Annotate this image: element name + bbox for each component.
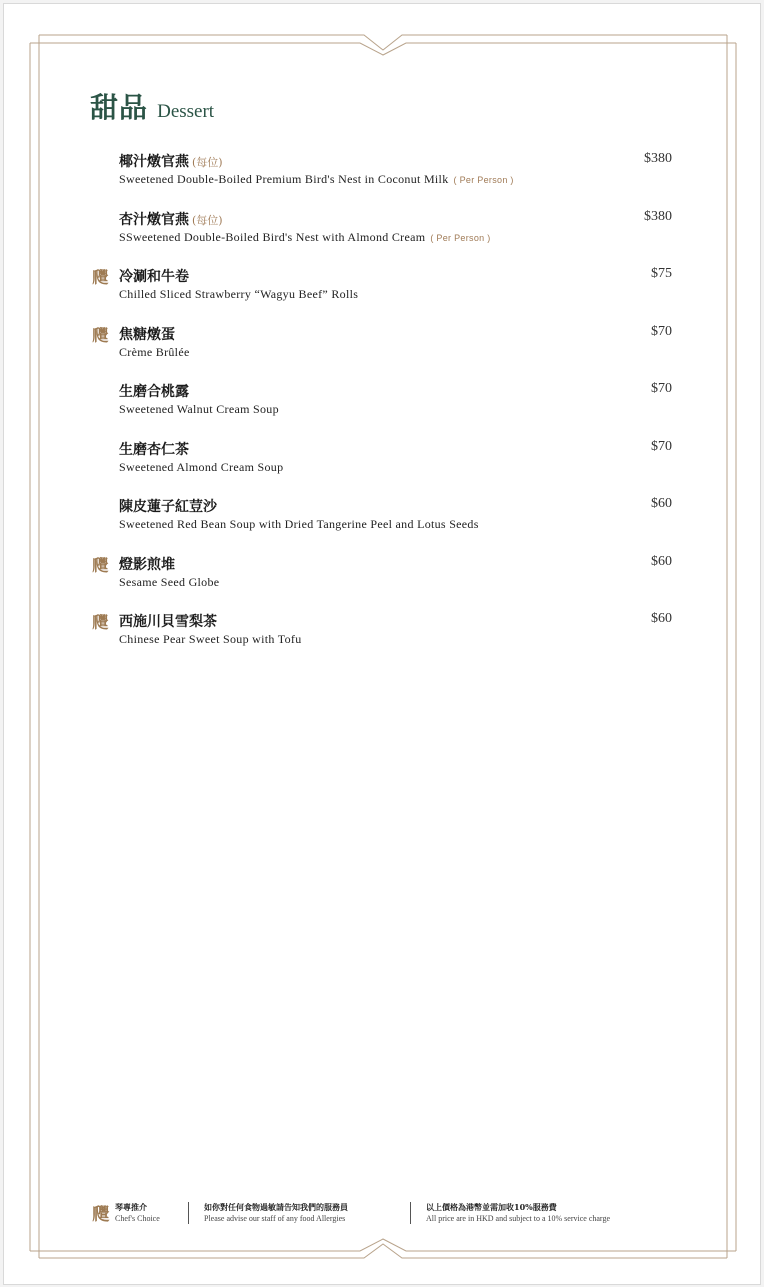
item-name-english <box>119 517 479 532</box>
item-note-english: ( Per Person ) <box>453 175 514 185</box>
item-price: $75 <box>651 266 672 281</box>
item-name-chinese <box>119 381 189 401</box>
menu-item <box>90 324 680 368</box>
footer-price-note <box>426 1202 610 1224</box>
footer-chef-zh: 琴專推介 <box>115 1202 147 1212</box>
item-name-chinese-text: 杏汁燉官燕 <box>119 211 189 228</box>
item-name-english-text: Sesame Seed Globe <box>119 574 220 589</box>
footer-allergy-en: Please advise our staff of any food Allergies <box>204 1214 346 1223</box>
menu-item <box>90 554 680 598</box>
item-name-english-text: Sweetened Red Bean Soup with Dried Tangerine Peel and Lotus Seeds <box>119 517 479 531</box>
item-name-english <box>119 575 219 590</box>
item-name-chinese-text: 生磨合桃露 <box>119 384 189 400</box>
item-price: $70 <box>651 381 672 396</box>
item-name-english-text: Sweetened Double-Boiled Premium Bird's Nest in Coconut Milk <box>119 172 449 186</box>
item-note-english: ( Per Person ) <box>430 232 491 243</box>
item-name-english <box>119 230 491 245</box>
item-name-chinese <box>119 324 175 344</box>
item-name-chinese <box>119 209 223 229</box>
item-name-chinese <box>119 554 175 574</box>
item-name-english <box>119 345 190 360</box>
chef-choice-icon: 𤕊 <box>92 555 109 575</box>
item-price: $60 <box>651 553 672 569</box>
item-name-chinese-text: 燈影煎堆 <box>119 556 175 573</box>
item-name-english-text: Chilled Sliced Strawberry “Wagyu Beef” Rolls <box>119 287 359 301</box>
chef-choice-icon: 𤕊 <box>92 1205 109 1225</box>
item-name-chinese <box>119 496 217 516</box>
item-name-english-text: SSweetened Double-Boiled Bird's Nest with Almond Cream <box>119 229 426 244</box>
item-note-chinese: (每位) <box>192 213 223 227</box>
chef-choice-icon: 𤕊 <box>92 325 109 345</box>
item-note-chinese: (每位) <box>192 156 223 169</box>
item-name-chinese <box>119 611 217 631</box>
footer-price-en: All price are in HKD and subject to a 10% service charge <box>426 1214 611 1223</box>
item-name-chinese <box>119 151 223 171</box>
item-price: $380 <box>644 151 672 166</box>
menu-item <box>90 439 680 483</box>
footer-chef-en: Chef's Choice <box>115 1214 160 1223</box>
chef-choice-icon: 𤕊 <box>92 613 109 632</box>
menu-item <box>90 496 680 540</box>
menu-item <box>90 611 680 655</box>
page-title <box>90 86 214 126</box>
menu-item <box>90 151 680 195</box>
item-name-english-text: Sweetened Walnut Cream Soup <box>119 402 279 416</box>
item-name-chinese <box>119 439 189 459</box>
item-name-english-text: Chinese Pear Sweet Soup with Tofu <box>119 632 302 646</box>
menu-item <box>90 381 680 425</box>
footer-divider <box>410 1202 411 1224</box>
chef-choice-icon: 𤕊 <box>92 268 109 287</box>
item-name-english-text: Crème Brûlée <box>119 344 190 359</box>
item-name-chinese-text: 冷涮和牛卷 <box>119 269 189 285</box>
item-name-english-text: Sweetened Almond Cream Soup <box>119 459 284 474</box>
item-name-english <box>119 460 283 475</box>
item-price: $70 <box>651 323 672 339</box>
item-price: $60 <box>651 611 672 626</box>
footer-chef-choice <box>115 1202 160 1224</box>
item-name-chinese-text: 焦糖燉蛋 <box>119 326 175 343</box>
title-chinese: 甜品 <box>90 91 149 124</box>
item-name-chinese-text: 陳皮蓮子紅荳沙 <box>119 499 217 515</box>
item-price: $380 <box>644 208 672 224</box>
footer-allergy-zh: 如你對任何食物過敏請告知我們的服務員 <box>204 1202 348 1212</box>
item-price: $60 <box>651 496 672 511</box>
item-name-english <box>119 172 514 187</box>
item-name-english <box>119 632 302 647</box>
title-english: Dessert <box>157 101 215 122</box>
item-price: $70 <box>651 438 672 454</box>
item-name-chinese-text: 椰汁燉官燕 <box>119 154 189 170</box>
menu-item <box>90 209 680 253</box>
footer-divider <box>188 1202 189 1224</box>
item-name-chinese-text: 西施川貝雪梨茶 <box>119 614 217 630</box>
item-name-english <box>119 402 279 417</box>
footer-allergy-note <box>204 1202 348 1224</box>
footer <box>90 1200 690 1230</box>
footer-price-zh: 以上價格為港幣並需加收10%服務費 <box>426 1202 557 1212</box>
item-name-english <box>119 287 358 302</box>
menu-item <box>90 266 680 310</box>
item-name-chinese-text: 生磨杏仁茶 <box>119 441 189 458</box>
item-name-chinese <box>119 266 189 286</box>
